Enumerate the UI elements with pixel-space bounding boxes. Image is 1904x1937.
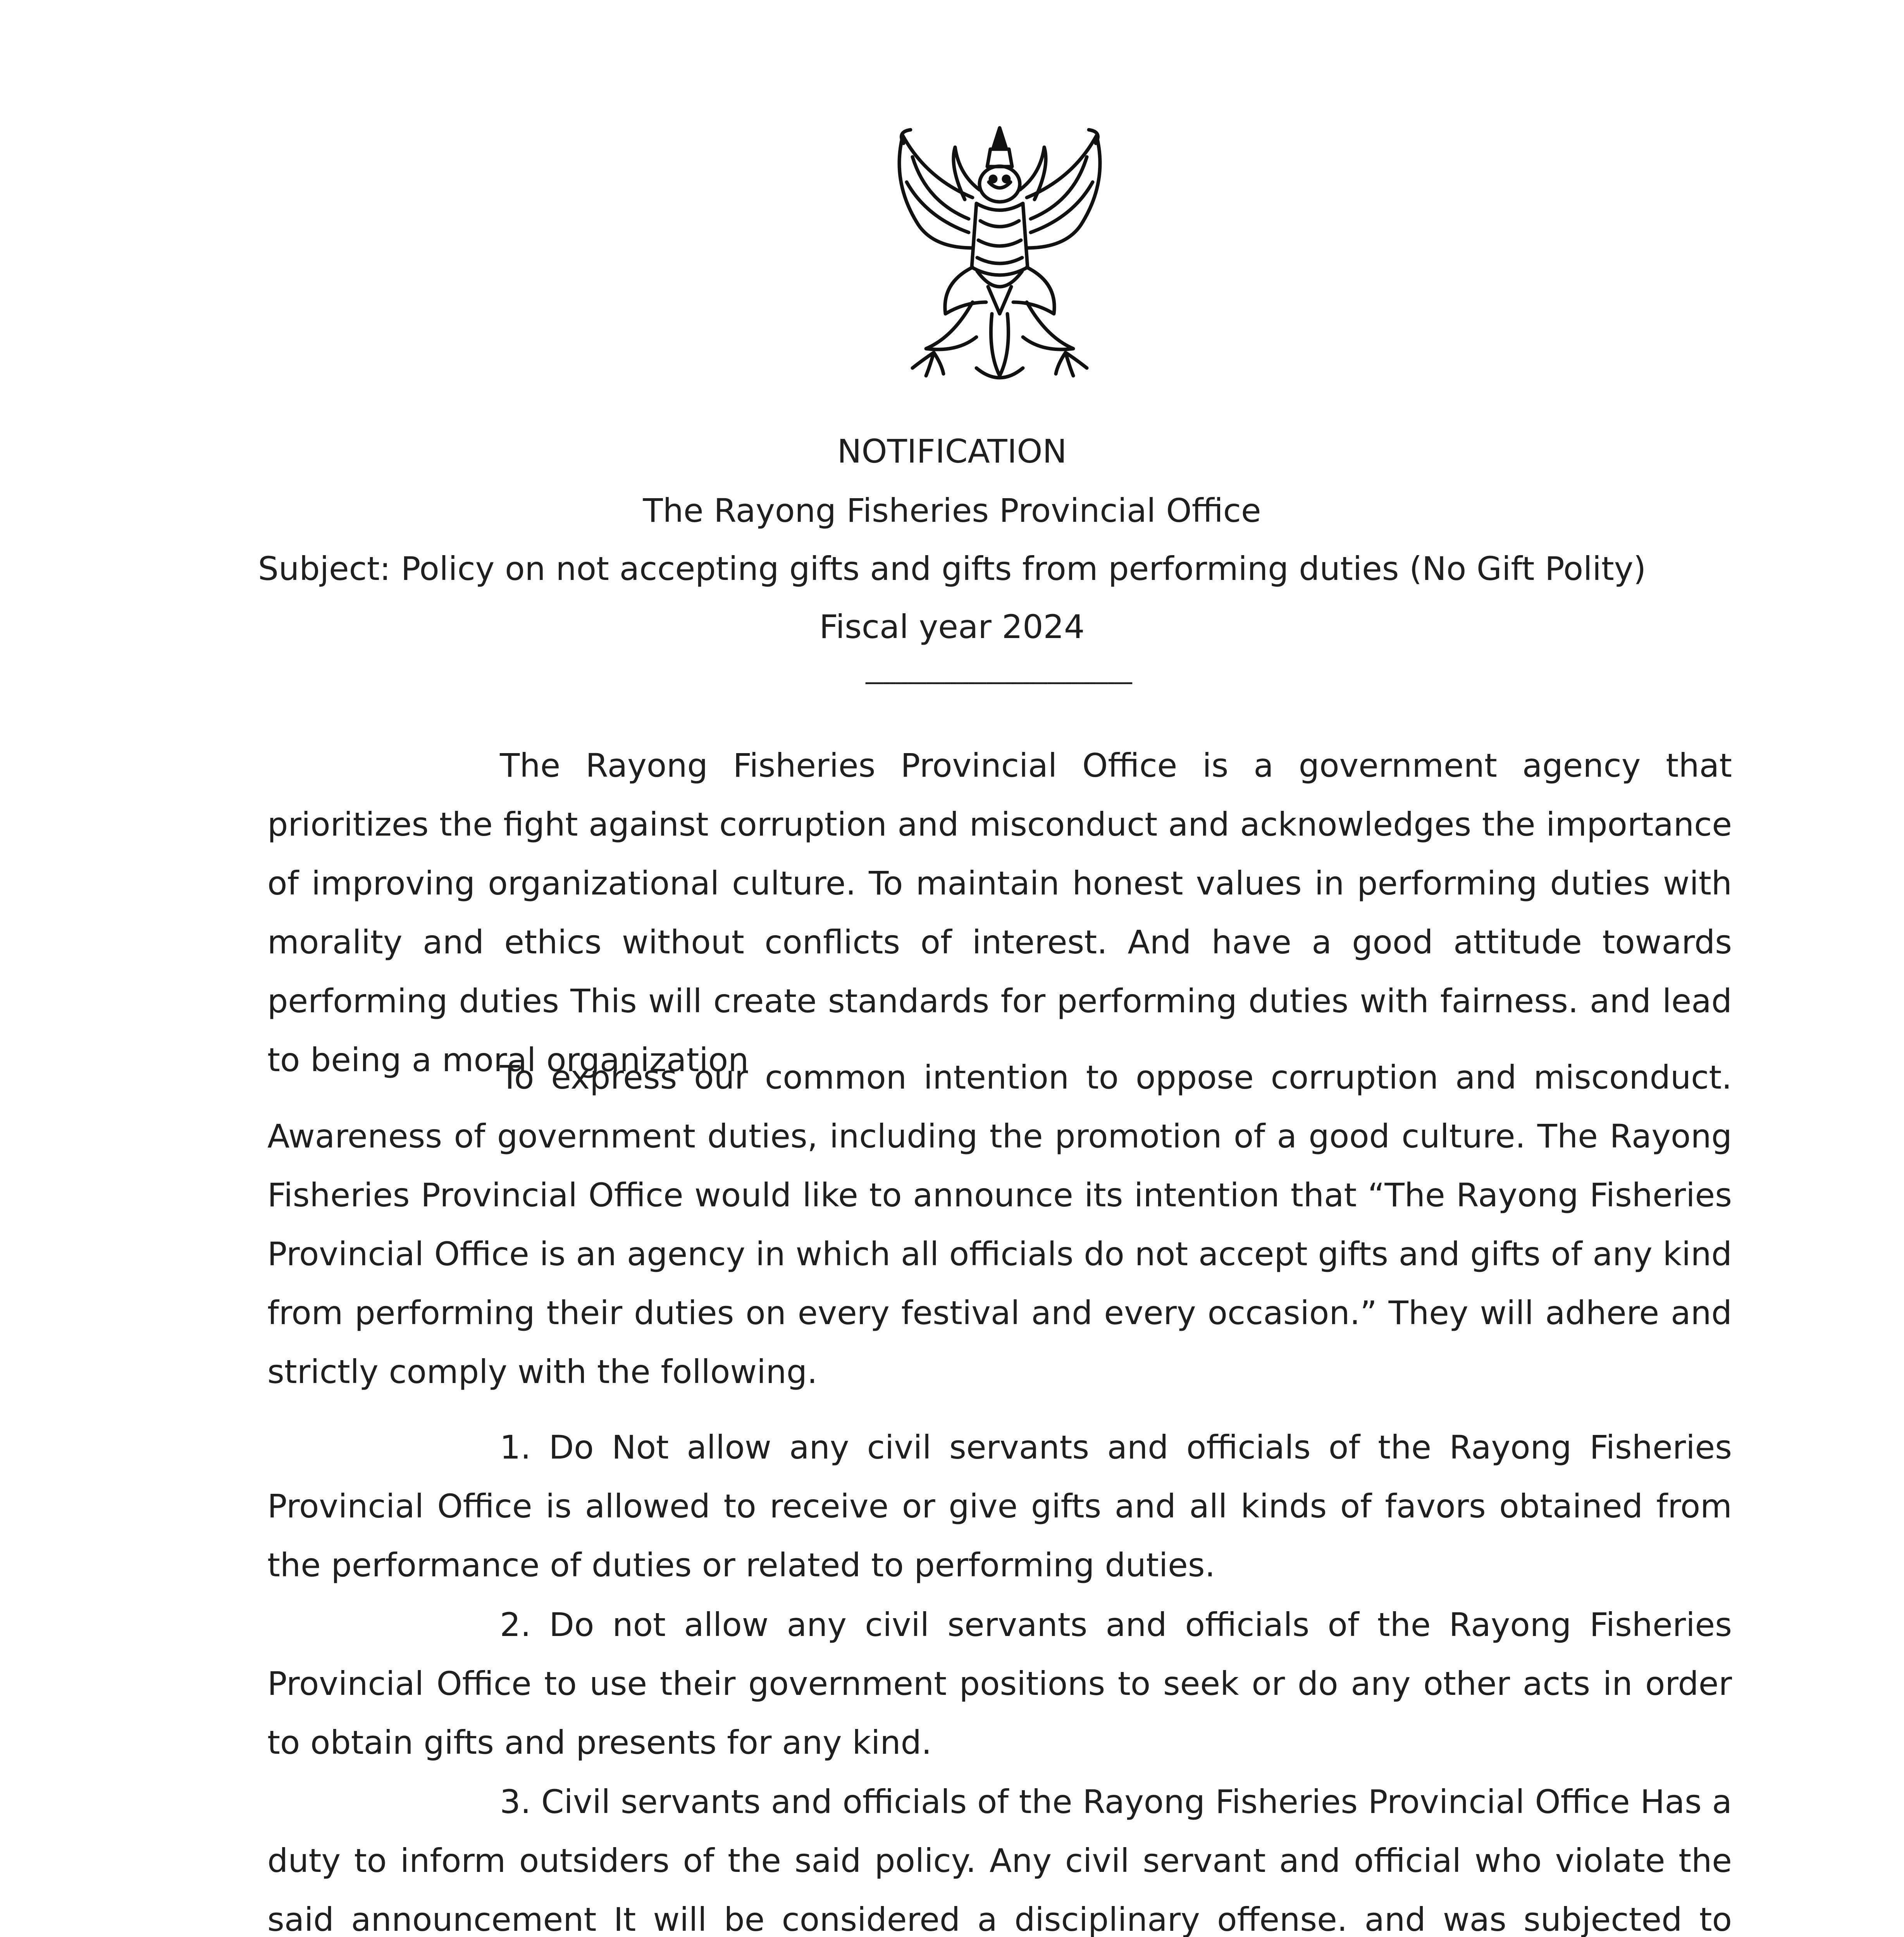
heading-separator: -------------------------------------------- xyxy=(864,668,1131,695)
policy-item-1: 1. Do Not allow any civil servants and officials of the Rayong Fisheries Provincial Office is allowed to receive or give gifts and all kinds of favors obtained from the performance of duties or related to performing duties. xyxy=(267,1428,1732,1584)
office-name: The Rayong Fisheries Provincial Office xyxy=(643,492,1261,530)
notification-heading: NOTIFICATION xyxy=(837,432,1067,470)
subject-line: Subject: Policy on not accepting gifts and gifts from performing duties (No Gift Polity) xyxy=(258,550,1646,588)
fiscal-year: Fiscal year 2024 xyxy=(819,608,1085,646)
garuda-emblem-icon xyxy=(876,120,1124,399)
intro-paragraph: The Rayong Fisheries Provincial Office is a government agency that prioritizes the fight against corruption and misconduct and acknowledges the importance of improving organizational culture. To maintain honest values in performing duties with morality and ethics without conflicts of interest. And have a good attitude towards performing duties This will create standards for performing duties with fairness. and lead to being a moral organization xyxy=(267,747,1732,1079)
policy-item-2: 2. Do not allow any civil servants and officials of the Rayong Fisheries Provincial Office to use their government positions to seek or do any other acts in order to obtain gifts and presents for any kind. xyxy=(267,1606,1732,1762)
policy-item-3: 3. Civil servants and officials of the Rayong Fisheries Provincial Office Has a duty to inform outsiders of the said policy. Any civil servant and official who violate the said announcement It will be considered a disciplinary offense. and was subjected to xyxy=(267,1783,1732,1937)
intention-paragraph: To express our common intention to oppose corruption and misconduct. Awareness of government duties, including the promotion of a good culture. The Rayong Fisheries Provincial Office would like to announce its intention that “The Rayong Fisheries Provincial Office is an agency in which all officials do not accept gifts and gifts of any kind from performing their duties on every festival and every occasion.” They will adhere and strictly comply with the following. xyxy=(267,1058,1732,1391)
